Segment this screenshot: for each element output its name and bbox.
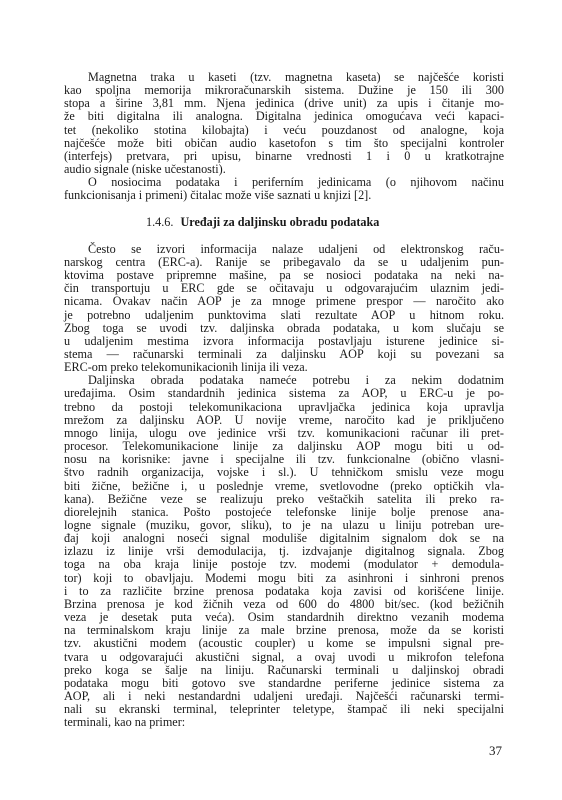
text-line: tvara u odgovarajući akustični signal, a ovaj uvodi u mikrofon telefona [64,649,504,664]
text-line: logne signale (muziku, govor, sliku), to je na ulazu u liniju potreban ure- [64,518,504,532]
text-line: najčešće može biti običan audio kasetofon s tim što specijalni kontroler [64,135,504,150]
text-line: nosu na korisnike: javne i specijalne ili tzv. funkcionalne (obično vlasni- [64,452,504,467]
page-number: 37 [489,743,502,758]
text-line: u udaljenim mestima izvora informacija postavljaju isturene jedinice si- [64,333,504,348]
text-line: funkcionisanja i primeni) čitalac može više saznati u knjizi [2]. [64,188,372,203]
text-line: Magnetna traka u kaseti (tzv. magnetna kaseta) se najčešće koristi [88,70,504,84]
section-title: Uređaji za daljinsku obradu podataka [180,214,380,229]
text-line: veza je desetak puta veća). Osim standardnih direktno vezanih modema [64,610,504,625]
text-line: tzv. akustični modem (acoustic coupler) u kome se impulsni signal pre- [64,636,504,651]
text-line: čin transportuju u ERC gde se očitavaju u odgovarajućim ulaznim jedi- [64,281,504,296]
paragraph-remote-processing-intro [64,243,504,375]
text-line: trebno da postoji telekomunikaciona upravljačka jedinica koja upravlja [64,399,504,414]
text-line: stema — računarski terminali za daljinsku AOP koji su povezani sa [64,346,504,361]
text-line: ERC-om preko telekomunikacionih linija ili veza. [64,360,308,375]
page-body [64,71,504,730]
text-line: stopa a širine 3,81 mm. Njena jedinica (drive unit) za upis i čitanje mo- [64,96,504,111]
text-line: izlazu iz linije vrši demodulacija, tj. izdvajanje digitalnog signala. Zbog [64,544,504,559]
text-line: đaj koji analogni noseći signal moduliše digitalnim signalom dok se na [64,531,504,546]
text-line: i to za različite brzine prenosa podataka koja zavisi od korišćene linije. [64,583,504,598]
section-number: 1.4.6. [146,214,174,229]
text-line: Zbog toga se uvodi tzv. daljinska obrada podataka, u kom slučaju se [64,320,504,335]
text-line: podataka mogu biti gotovo sve standardne periferne jedinice sistema za [64,675,504,690]
text-line: že biti digitalna ili analogna. Digitalna jedinica omogućava veći kapaci- [64,109,504,124]
text-line: terminali, kao na primer: [64,715,186,730]
text-line: preko koga se šalje na liniju. Računarski terminali u daljinskoj obradi [64,662,504,677]
text-line: tet (nekoliko stotina kilobajta) i veću pouzdanost od analogne, koja [64,122,504,137]
text-line: je potrebno udaljenim punktovima slati rezultate AOP u hitnom roku. [64,307,504,322]
text-line: nali su ekranski terminal, teleprinter teletype, štampač ili neki specijalni [64,702,504,717]
text-line: uređajima. Osim standardnih jedinica sistema za AOP, u ERC-u je po- [64,386,504,401]
text-line: biti žične, bežične i, u poslednje vreme, svetlovodne (preko optičkih vla- [64,478,504,493]
text-line: Brzina prenosa je kod žičnih veza od 600 do 4800 bit/sec. (kod bežičnih [64,596,504,611]
text-line: mnogo linija, ulogu ove jedinice vrši tzv. komunikacioni računar ili pret- [64,425,504,440]
text-line: procesor. Telekomunikacione linije za daljinsku AOP mogu biti u od- [64,439,504,454]
text-line: diorelejnih stanica. Pošto postojeće telefonske linije bolje prenose ana- [64,504,504,519]
text-line: (interfejs) pretvara, pri upisu, binarne vrednosti 1 i 0 u kratkotrajne [64,148,504,163]
text-line: Često se izvori informacija nalaze udaljeni od elektronskog raču- [88,241,504,256]
paragraph-magnetic-tape [64,71,504,176]
text-line: audio signale (niske učestanosti). [64,162,226,177]
section-heading [146,216,504,229]
text-line: AOP, ali i neki nestandardni udaljeni uređaji. Najčešći računarski termi- [64,689,504,704]
text-line: kana). Bežične veze se realizuju preko veštačkih satelita ili preko ra- [64,491,504,506]
text-line: narskog centra (ERC-a). Ranije se pribegavalo da se u udaljenim pun- [64,254,504,269]
text-line: ktovima postave pripremne mašine, pa se nosioci podataka na neki na- [64,268,504,283]
text-line: toga na oba kraja linije postoje tzv. modemi (modulator + demodula- [64,557,504,572]
text-line: štvo radnih organizacija, vojske i sl.). U tehničkom smislu veze mogu [64,465,504,480]
text-line: tor) koji to obavljaju. Modemi mogu biti za asinhroni i sinhroni prenos [64,570,504,585]
text-line: nicama. Ovakav način AOP je za mnoge primene prespor — naročito ako [64,294,504,309]
text-line: Daljinska obrada podataka nameće potrebu i za nekim dodatnim [88,373,504,388]
paragraph-further-reading [64,176,504,202]
text-line: mrežom za daljinsku AOP. U novije vreme, naročito kad je priključeno [64,412,504,427]
text-line: na terminalskom kraju linije za male brzine prenosa, može da se koristi [64,623,504,638]
text-line: O nosiocima podataka i periferním jedinicama (o njihovom načinu [88,175,504,190]
text-line: kao spoljna memorija mikroračunarskih sistema. Dužine je 150 ili 300 [64,83,504,98]
paragraph-remote-processing-devices [64,374,504,729]
